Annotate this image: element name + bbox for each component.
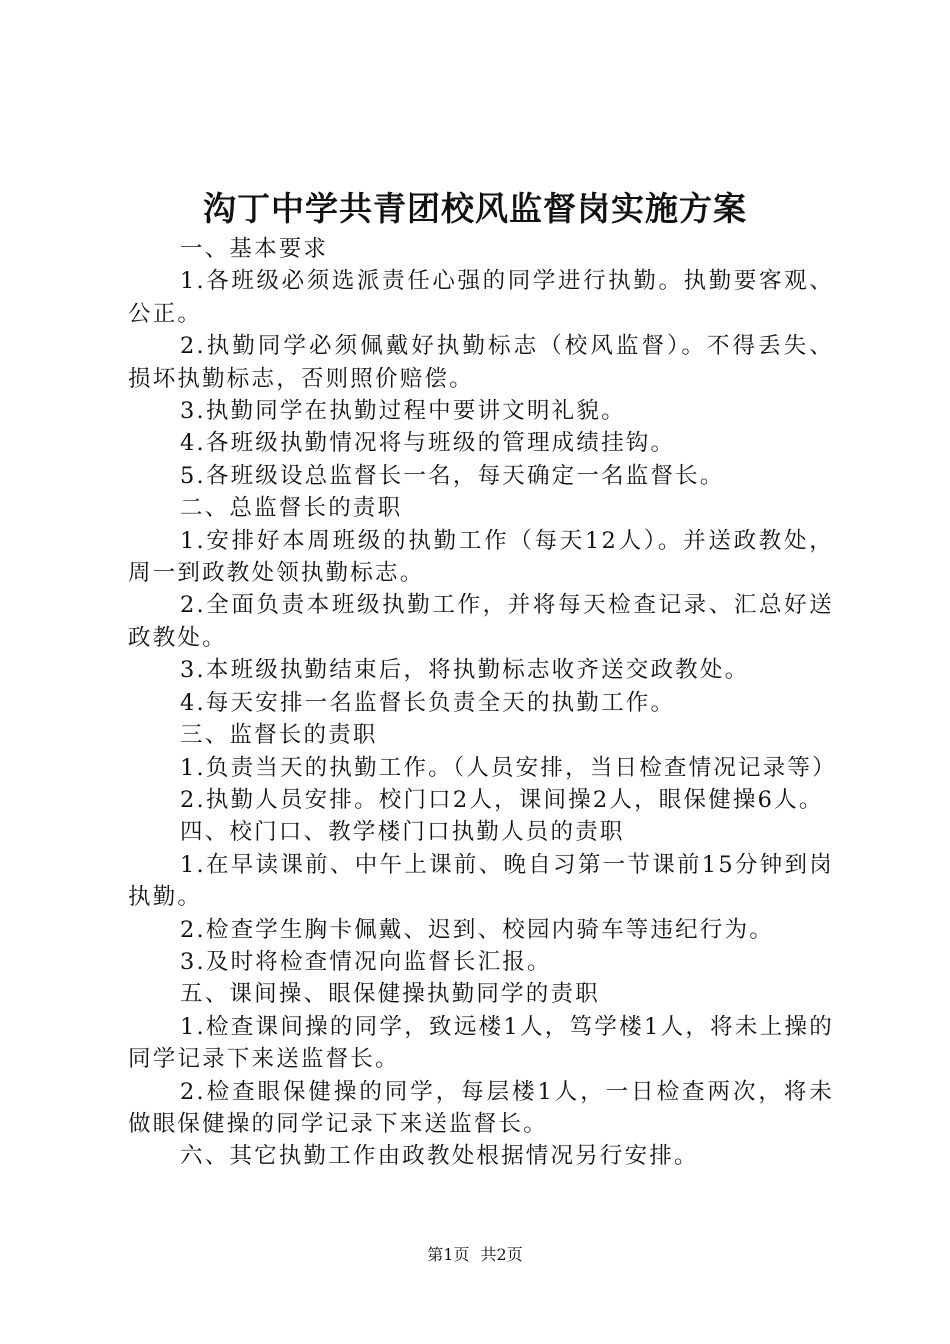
paragraph: 2.检查学生胸卡佩戴、迟到、校园内骑车等违纪行为。: [180, 916, 774, 943]
paragraph: 3.执勤同学在执勤过程中要讲文明礼貌。: [180, 398, 626, 425]
section-heading-supervisor: 三、监督长的责职: [180, 722, 378, 749]
section-heading-chief-supervisor: 二、总监督长的责职: [180, 495, 403, 522]
paragraph: 2.执勤同学必须佩戴好执勤标志（校风监督）。不得丢失、损坏执勤标志，否则照价赔偿。: [128, 333, 834, 392]
paragraph: 4.各班级执勤情况将与班级的管理成绩挂钩。: [180, 430, 676, 457]
section-heading-exercise-duty: 五、课间操、眼保健操执勤同学的责职: [180, 981, 600, 1008]
paragraph: 1.安排好本周班级的执勤工作（每天12人）。并送政教处，周一到政教处领执勤标志。: [128, 527, 834, 587]
paragraph: 2.执勤人员安排。校门口2人，课间操2人，眼保健操6人。: [180, 786, 824, 813]
page-total: 共2页: [480, 1245, 523, 1264]
page-footer: [0, 1244, 950, 1266]
paragraph: 3.及时将检查情况向监督长汇报。: [180, 948, 552, 975]
paragraph: 2.全面负责本班级执勤工作，并将每天检查记录、汇总好送政教处。: [128, 592, 834, 651]
section-heading-gate-duty: 四、校门口、教学楼门口执勤人员的责职: [180, 819, 625, 846]
paragraph: 4.每天安排一名监督长负责全天的执勤工作。: [180, 689, 676, 716]
document-body: [128, 233, 837, 1173]
paragraph: 1.检查课间操的同学，致远楼1人，笃学楼1人，将未上操的同学记录下来送监督长。: [128, 1013, 834, 1073]
paragraph: 5.各班级设总监督长一名，每天确定一名监督长。: [180, 462, 725, 489]
document-title: 沟丁中学共青团校风监督岗实施方案: [203, 189, 747, 228]
section-heading-other-duty: 六、其它执勤工作由政教处根据情况另行安排。: [180, 1143, 699, 1170]
section-heading-basic-requirements: 一、基本要求: [180, 236, 329, 262]
paragraph: 3.本班级执勤结束后，将执勤标志收齐送交政教处。: [180, 657, 750, 684]
page-number: 第1页: [427, 1245, 470, 1264]
paragraph: 1.在早读课前、中午上课前、晚自习第一节课前15分钟到岗执勤。: [128, 851, 834, 911]
paragraph: 2.检查眼保健操的同学，每层楼1人，一日检查两次，将未做眼保健操的同学记录下来送监督长。: [128, 1078, 834, 1137]
paragraph: 1.各班级必须选派责任心强的同学进行执勤。执勤要客观、公正。: [128, 268, 834, 327]
paragraph: 1.负责当天的执勤工作。（人员安排，当日检查情况记录等）: [180, 754, 837, 781]
